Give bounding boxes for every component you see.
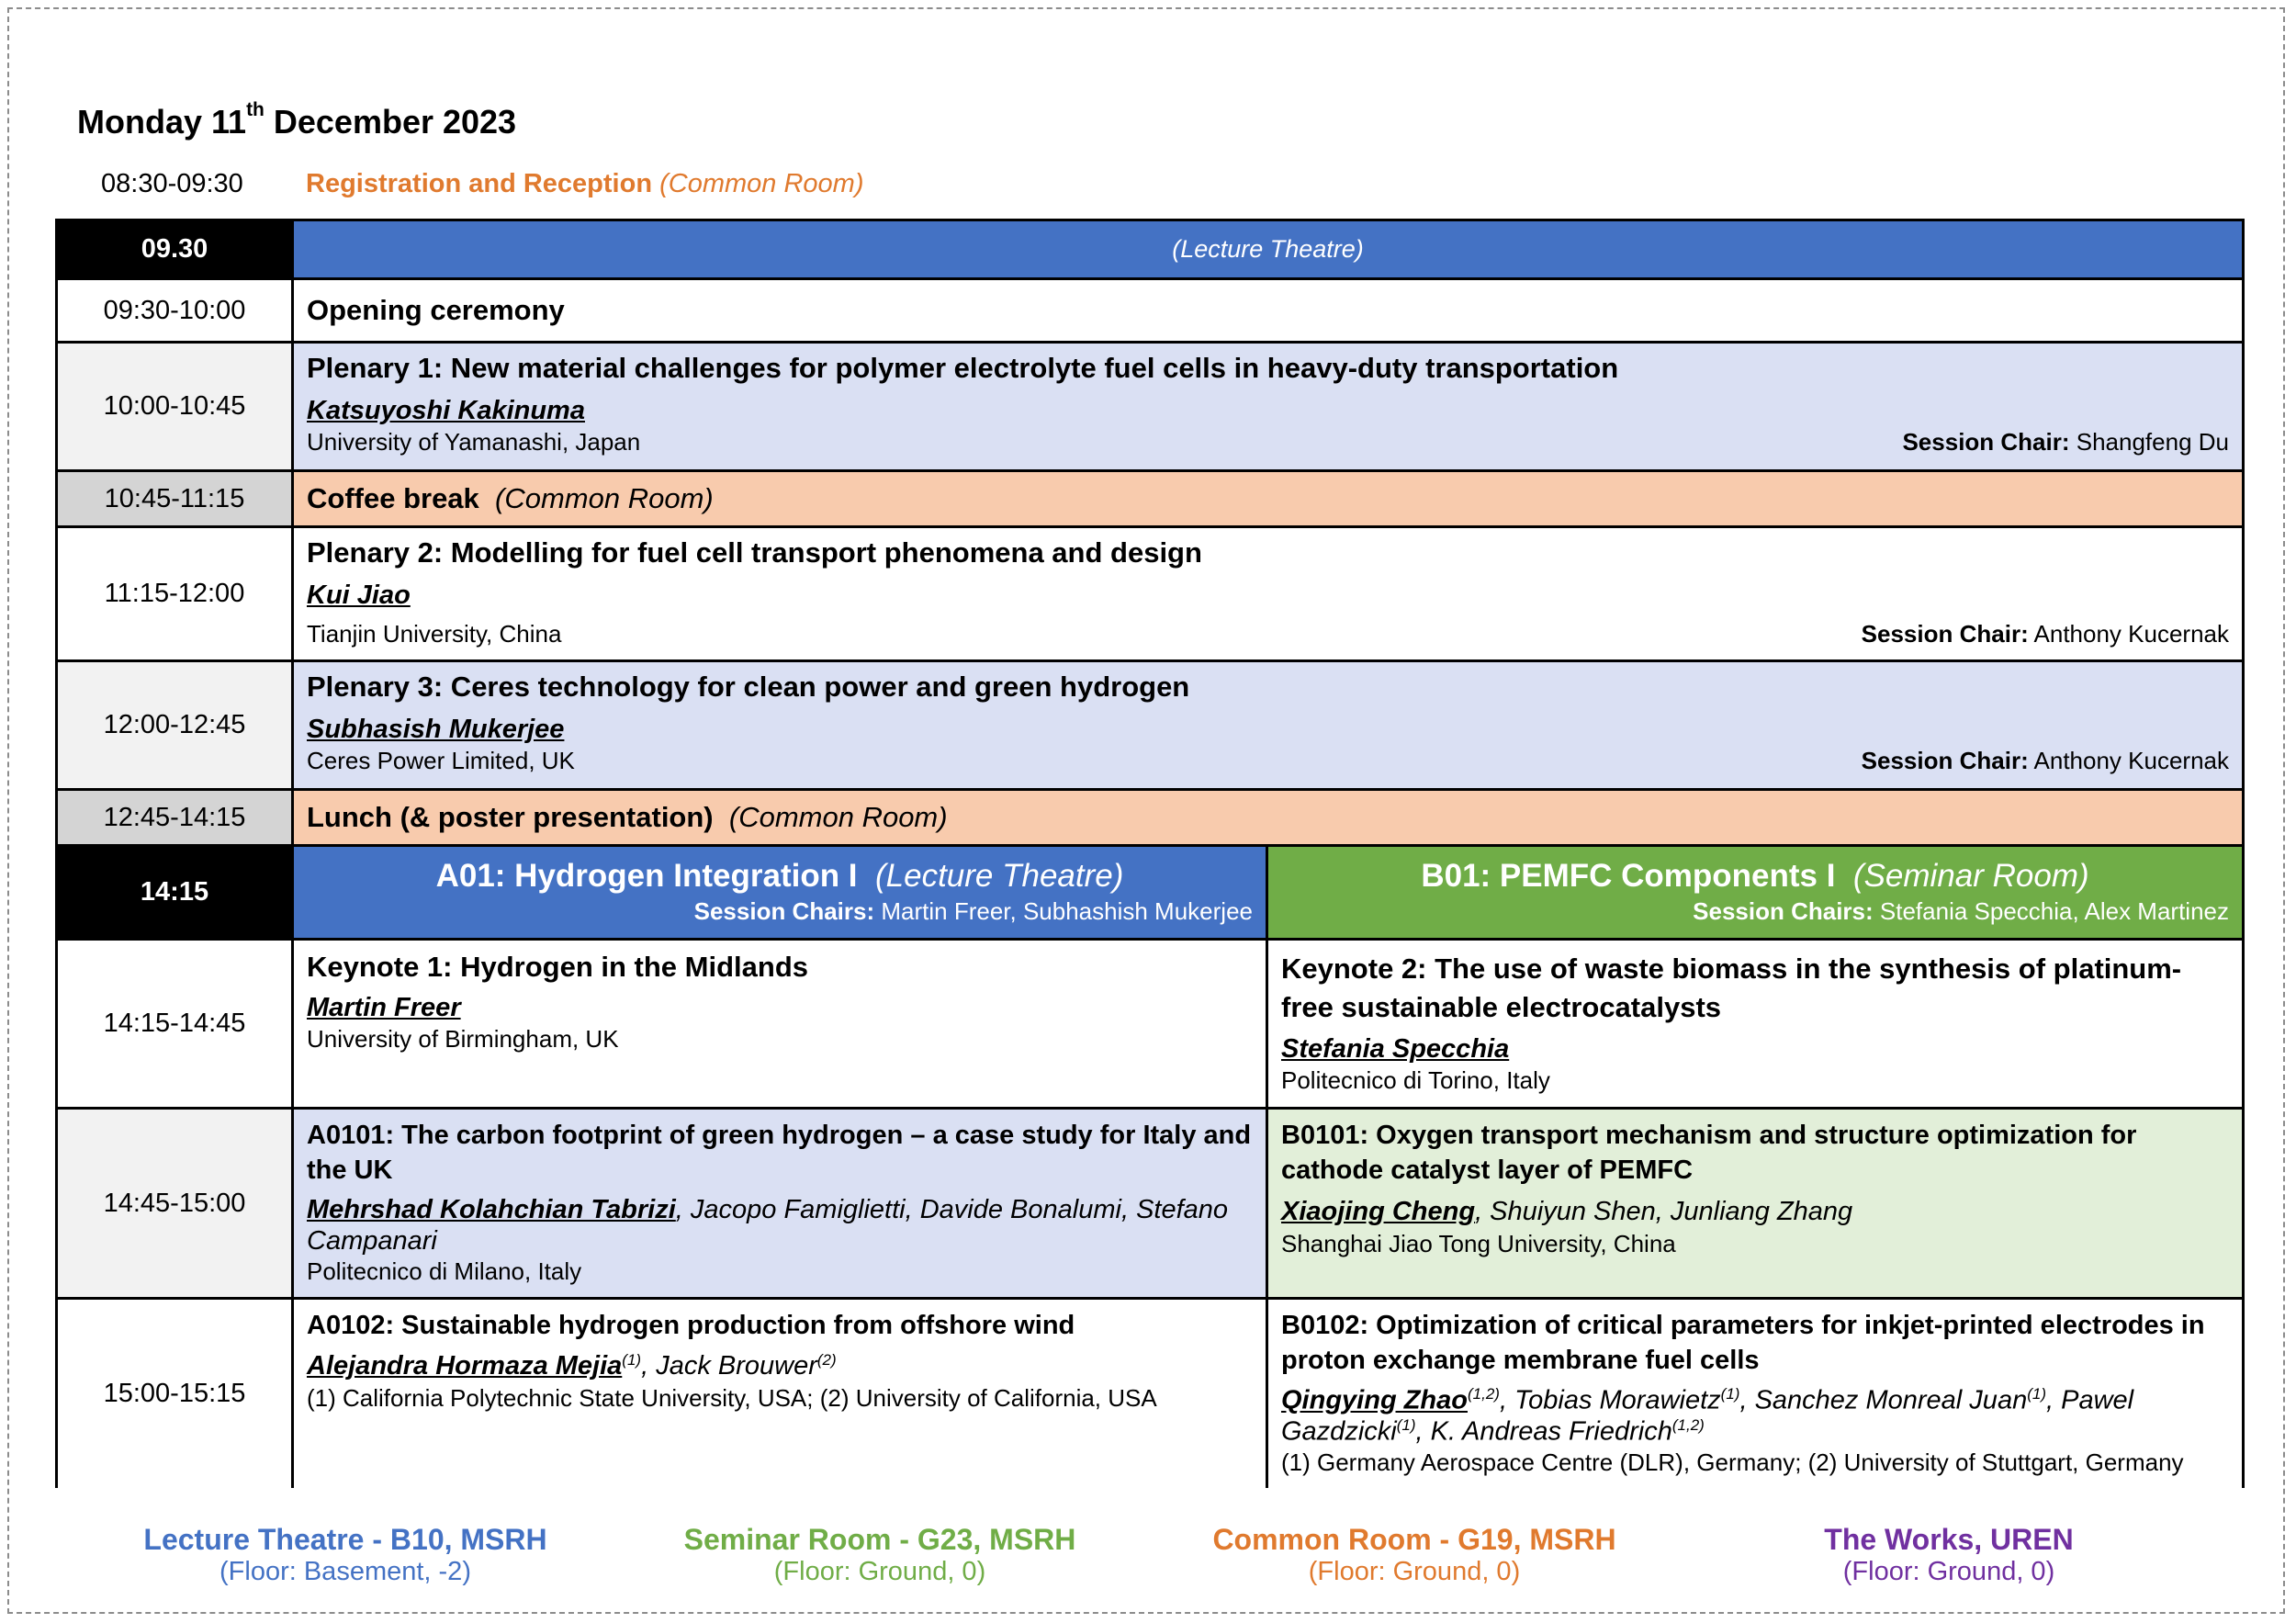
presenter: Katsuyoshi Kakinuma [307, 395, 585, 425]
presenter: Martin Freer [307, 992, 461, 1022]
schedule-table [55, 219, 2245, 1488]
presenter: Kui Jiao [307, 580, 411, 610]
lunch-cell: Lunch (& poster presentation) (Common Room) [293, 790, 2244, 846]
affiliation: (1) California Polytechnic State University, USA; (2) University of California, USA [307, 1383, 1157, 1412]
row-time: 11:15-12:00 [57, 527, 293, 661]
talk-title: B0101: Oxygen transport mechanism and structure optimization for cathode catalyst layer of PEMFC [1281, 1121, 2137, 1185]
opening-title: Opening ceremony [293, 279, 2244, 343]
row-time: 10:45-11:15 [57, 471, 293, 527]
talk-title: A0102: Sustainable hydrogen production from offshore wind [307, 1311, 1075, 1340]
opening-row [57, 279, 2244, 343]
plenary1-cell [293, 343, 2244, 471]
coffee-row [57, 471, 2244, 527]
talk-title: Plenary 3: Ceres technology for clean power and green hydrogen [307, 671, 1190, 703]
keynote-row [57, 940, 2244, 1109]
talk2-row [57, 1299, 2244, 1488]
row-time: 10:00-10:45 [57, 343, 293, 471]
affiliation: Tianjin University, China Session Chair: Anthony Kucernak [307, 620, 2229, 648]
talk-title: Keynote 1: Hydrogen in the Midlands [307, 951, 808, 983]
plenary3-cell [293, 661, 2244, 790]
row-time: 14:45-15:00 [57, 1109, 293, 1299]
session-a-header: A01: Hydrogen Integration I (Lecture Theatre) Session Chairs: Martin Freer, Subhashish Mukerjee [293, 846, 1267, 940]
plenary3-row [57, 661, 2244, 790]
plenary2-cell [293, 527, 2244, 661]
legend-lecture-theatre: Lecture Theatre - B10, MSRH (Floor: Basement, -2) [143, 1523, 547, 1586]
affiliation: (1) Germany Aerospace Centre (DLR), Germany; (2) University of Stuttgart, Germany [1281, 1448, 2184, 1477]
legend-the-works: The Works, UREN (Floor: Ground, 0) [1824, 1523, 2074, 1586]
row-time: 12:00-12:45 [57, 661, 293, 790]
session-b-chairs: Session Chairs: Stefania Specchia, Alex Martinez [1693, 896, 2229, 925]
block-header-lecture [57, 220, 2244, 279]
legend-common-room: Common Room - G19, MSRH (Floor: Ground, 0) [1212, 1523, 1616, 1586]
affiliation: Politecnico di Milano, Italy [307, 1257, 582, 1286]
talk-a0102-cell: A0102: Sustainable hydrogen production from offshore wind Alejandra Hormaza Mejia$^{(1)}$, Jack Brouwer$^{(2)}$ (1) California Polytechnic State University, USA; (2) University of California, USA [293, 1299, 1267, 1488]
presenter: Mehrshad Kolahchian Tabrizi [307, 1195, 676, 1225]
presenter: Qingying Zhao [1281, 1386, 1468, 1416]
talk-b0102-cell [1267, 1299, 2244, 1488]
presenter: Xiaojing Cheng [1281, 1197, 1476, 1227]
talk-title: Keynote 2: The use of waste biomass in the synthesis of platinum-free sustainable electrocatalysts [1281, 952, 2182, 1023]
affiliation: University of Yamanashi, Japan Session Chair: Shangfeng Du [307, 428, 2229, 456]
day-title: Monday 11th December 2023 [77, 99, 517, 141]
session-chair: Session Chair: Anthony Kucernak [1861, 747, 2229, 774]
block-header-parallel [57, 846, 2244, 940]
talk-title: Plenary 2: Modelling for fuel cell transport phenomena and design [307, 536, 1202, 569]
talk1-row [57, 1109, 2244, 1299]
block-room: (Lecture Theatre) [293, 220, 2244, 279]
plenary2-row [57, 527, 2244, 661]
talk-title: Plenary 1: New material challenges for polymer electrolyte fuel cells in heavy-duty transportation [307, 352, 1619, 384]
affiliation: University of Birmingham, UK [307, 1025, 619, 1053]
author-list: Qingying Zhao$^{(1,2)}$, Tobias Morawietz$^{(1)}$, Sanchez Monreal Juan$^{(1)}$, Pawel Gazdzicki$^{(1)}$, K. Andreas Friedrich$^{(1,2)}$ [1281, 1385, 2134, 1448]
affiliation: Ceres Power Limited, UK Session Chair: Anthony Kucernak [307, 747, 2229, 774]
talk-b0101-cell [1267, 1109, 2244, 1299]
registration-time: 08:30-09:30 [101, 169, 243, 198]
talk-title: B0102: Optimization of critical parameters for inkjet-printed electrodes in proton exchange membrane fuel cells [1281, 1311, 2205, 1375]
registration-title: Registration and Reception (Common Room) [306, 169, 864, 198]
row-time: 09:30-10:00 [57, 279, 293, 343]
legend-seminar-room: Seminar Room - G23, MSRH (Floor: Ground, 0) [683, 1523, 1076, 1586]
talk-a0101-cell [293, 1109, 1267, 1299]
session-a-chairs: Session Chairs: Martin Freer, Subhashish Mukerjee [693, 896, 1253, 925]
block-time: 14:15 [57, 846, 293, 940]
coauthors: , Jack Brouwer [641, 1351, 817, 1381]
block-time: 09.30 [57, 220, 293, 279]
affiliation: Politecnico di Torino, Italy [1281, 1065, 1550, 1094]
coauthors: , Jacopo Famiglietti, Davide Bonalumi, Stefano Campanari [307, 1195, 1229, 1256]
keynote-a-cell [293, 940, 1267, 1109]
session-chair: Session Chair: Shangfeng Du [1902, 428, 2229, 456]
coauthors: , Shuiyun Shen, Junliang Zhang [1475, 1197, 1853, 1227]
coffee-cell: Coffee break (Common Room) [293, 471, 2244, 527]
presenter: Stefania Specchia [1281, 1033, 1510, 1064]
affiliation: Shanghai Jiao Tong University, China [1281, 1229, 1676, 1257]
talk-title: A0101: The carbon footprint of green hydrogen – a case study for Italy and the UK [307, 1121, 1252, 1185]
row-time: 12:45-14:15 [57, 790, 293, 846]
presenter: Alejandra Hormaza Mejia [307, 1351, 623, 1381]
presenter: Subhasish Mukerjee [307, 714, 565, 744]
lunch-row [57, 790, 2244, 846]
row-time: 14:15-14:45 [57, 940, 293, 1109]
session-b-header: B01: PEMFC Components I (Seminar Room) Session Chairs: Stefania Specchia, Alex Martinez [1267, 846, 2244, 940]
row-time: 15:00-15:15 [57, 1299, 293, 1488]
keynote-b-cell [1267, 940, 2244, 1109]
plenary1-row [57, 343, 2244, 471]
session-chair: Session Chair: Anthony Kucernak [1861, 620, 2229, 648]
